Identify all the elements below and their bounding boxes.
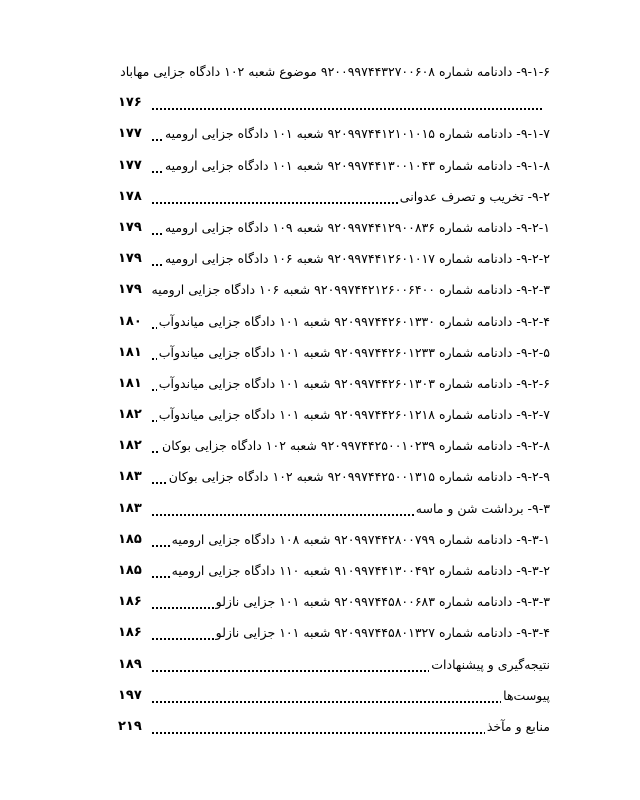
toc-entry[interactable] bbox=[118, 122, 550, 153]
toc-entry[interactable] bbox=[118, 185, 550, 216]
toc-entry[interactable] bbox=[118, 341, 550, 372]
toc-entry[interactable] bbox=[118, 590, 550, 621]
toc-page-number: ۱۸۳ bbox=[118, 469, 142, 485]
toc-entry-title: ۹-۳- برداشت شن و ماسه bbox=[415, 500, 550, 516]
toc-entry[interactable] bbox=[118, 621, 550, 652]
toc-leader-dots bbox=[152, 108, 542, 110]
toc-entry[interactable] bbox=[118, 497, 550, 528]
toc-entry-title: ۹-۲-۷- دادنامه شماره ۹۲۰۹۹۷۴۴۲۶۰۱۲۱۸ شعبه ۱۰۱ دادگاه جزایی میاندوآب bbox=[158, 407, 550, 423]
toc-page-number: ۱۸۳ bbox=[118, 500, 142, 516]
toc-page-number: ۱۸۶ bbox=[118, 625, 142, 641]
toc-entry-title: ۹-۲-۴- دادنامه شماره ۹۲۰۹۹۷۴۴۲۶۰۱۳۳۰ شعبه ۱۰۱ دادگاه جزایی میاندوآب bbox=[158, 313, 550, 329]
toc-entry-title: ۹-۳-۴- دادنامه شماره ۹۲۰۹۹۷۴۴۵۸۰۱۳۲۷ شعبه ۱۰۱ جزایی نازلو bbox=[215, 625, 550, 641]
toc-page-number: ۱۸۶ bbox=[118, 594, 142, 610]
toc-entry-title: ۹-۳-۳- دادنامه شماره ۹۲۰۹۹۷۴۴۵۸۰۰۶۸۳ شعبه ۱۰۱ جزایی نازلو bbox=[215, 594, 550, 610]
toc-page-number: ۱۷۸ bbox=[118, 188, 142, 204]
toc-entry[interactable] bbox=[118, 559, 550, 590]
toc-page-number: ۱۸۱ bbox=[118, 344, 142, 360]
toc-page-number: ۱۸۲ bbox=[118, 438, 142, 454]
toc-entry-title: ۹-۱-۷- دادنامه شماره ۹۲۰۹۹۷۴۴۱۲۱۰۱۰۱۵ شعبه ۱۰۱ دادگاه جزایی ارومیه bbox=[164, 126, 550, 142]
toc-entry[interactable] bbox=[118, 528, 550, 559]
toc-entry[interactable] bbox=[118, 715, 550, 746]
toc-entry-title: ۹-۳-۲- دادنامه شماره ۹۱۰۹۹۷۴۴۱۳۰۰۴۹۲ شعبه ۱۱۰ دادگاه جزایی ارومیه bbox=[171, 563, 550, 578]
toc-page-number: ۱۸۰ bbox=[118, 313, 142, 329]
toc-entry[interactable] bbox=[118, 653, 550, 684]
toc-page-number: ۱۸۵ bbox=[118, 563, 142, 578]
toc-entry[interactable] bbox=[118, 278, 550, 309]
toc-page-number: ۱۸۵ bbox=[118, 531, 142, 547]
toc-page-number: ۱۹۷ bbox=[118, 687, 142, 703]
toc-page-number: ۱۸۱ bbox=[118, 375, 142, 391]
toc-page-number: ۱۸۲ bbox=[118, 407, 142, 423]
toc-entry[interactable] bbox=[118, 684, 550, 715]
toc-entry-title: ۹-۲-۱- دادنامه شماره ۹۲۰۹۹۷۴۴۱۲۹۰۰۸۳۶ شعبه ۱۰۹ دادگاه جزایی ارومیه bbox=[164, 219, 550, 235]
toc-entry-title: ۹-۱-۸- دادنامه شماره ۹۲۰۹۹۷۴۴۱۳۰۰۱۰۴۳ شعبه ۱۰۱ دادگاه جزایی ارومیه bbox=[164, 157, 550, 173]
toc-page-number: ۱۷۹ bbox=[118, 219, 142, 235]
toc-entry-title: پیوست‌ها bbox=[503, 687, 550, 703]
toc-entry-title: منابع و مآخذ bbox=[486, 718, 550, 734]
table-of-contents bbox=[118, 60, 550, 746]
toc-entry-title: ۹-۳-۱- دادنامه شماره ۹۲۰۹۹۷۴۴۲۸۰۰۷۹۹ شعبه ۱۰۸ دادگاه جزایی ارومیه bbox=[171, 531, 550, 547]
toc-page-number: ۱۷۶ bbox=[118, 95, 142, 111]
toc-entry[interactable] bbox=[118, 465, 550, 496]
toc-entry-title: ۹-۲-۹- دادنامه شماره ۹۲۰۹۹۷۴۴۲۵۰۰۱۳۱۵ شعبه ۱۰۲ دادگاه جزایی بوکان bbox=[168, 469, 550, 485]
toc-page-number: ۱۸۹ bbox=[118, 656, 142, 672]
toc-leader-dots bbox=[152, 701, 550, 703]
toc-page-number: ۱۷۹ bbox=[118, 282, 142, 298]
toc-entry[interactable] bbox=[118, 372, 550, 403]
toc-entry[interactable] bbox=[118, 60, 550, 91]
toc-entry-title: ۹-۱-۶- دادنامه شماره ۹۲۰۰۹۹۷۴۴۳۲۷۰۰۶۰۸ موضوع شعبه ۱۰۲ دادگاه جزایی مهاباد bbox=[120, 64, 550, 79]
toc-entry[interactable] bbox=[118, 247, 550, 278]
toc-page-number: ۱۷۹ bbox=[118, 251, 142, 267]
toc-entry[interactable] bbox=[118, 434, 550, 465]
toc-page-number: ۱۷۷ bbox=[118, 126, 142, 142]
toc-entry-title: ۹-۲-۳- دادنامه شماره ۹۲۰۹۹۷۴۴۲۱۲۶۰۰۶۴۰۰ شعبه ۱۰۶ دادگاه جزایی ارومیه bbox=[151, 282, 550, 298]
toc-entry-title: ۹-۲-۲- دادنامه شماره ۹۲۰۹۹۷۴۴۱۲۶۰۱۰۱۷ شعبه ۱۰۶ دادگاه جزایی ارومیه bbox=[164, 251, 550, 267]
toc-page-number: ۲۱۹ bbox=[118, 718, 142, 734]
toc-entry-title: ۹-۲- تخریب و تصرف عدوانی bbox=[399, 188, 550, 204]
toc-page-number: ۱۷۷ bbox=[118, 157, 142, 173]
toc-entry[interactable] bbox=[118, 310, 550, 341]
toc-entry-title: نتیجه‌گیری و پیشنهادات bbox=[431, 656, 550, 672]
toc-entry[interactable] bbox=[118, 216, 550, 247]
toc-entry-title: ۹-۲-۵- دادنامه شماره ۹۲۰۹۹۷۴۴۲۶۰۱۲۳۳ شعبه ۱۰۱ دادگاه جزایی میاندوآب bbox=[158, 344, 550, 360]
toc-entry[interactable] bbox=[118, 403, 550, 434]
toc-entry-title: ۹-۲-۶- دادنامه شماره ۹۲۰۹۹۷۴۴۲۶۰۱۳۰۳ شعبه ۱۰۱ دادگاه جزایی میاندوآب bbox=[158, 375, 550, 391]
toc-entry[interactable] bbox=[118, 91, 550, 122]
toc-entry[interactable] bbox=[118, 154, 550, 185]
toc-entry-title: ۹-۲-۸- دادنامه شماره ۹۲۰۹۹۷۴۴۲۵۰۰۱۰۲۳۹ شعبه ۱۰۲ دادگاه جزایی بوکان bbox=[162, 438, 550, 454]
